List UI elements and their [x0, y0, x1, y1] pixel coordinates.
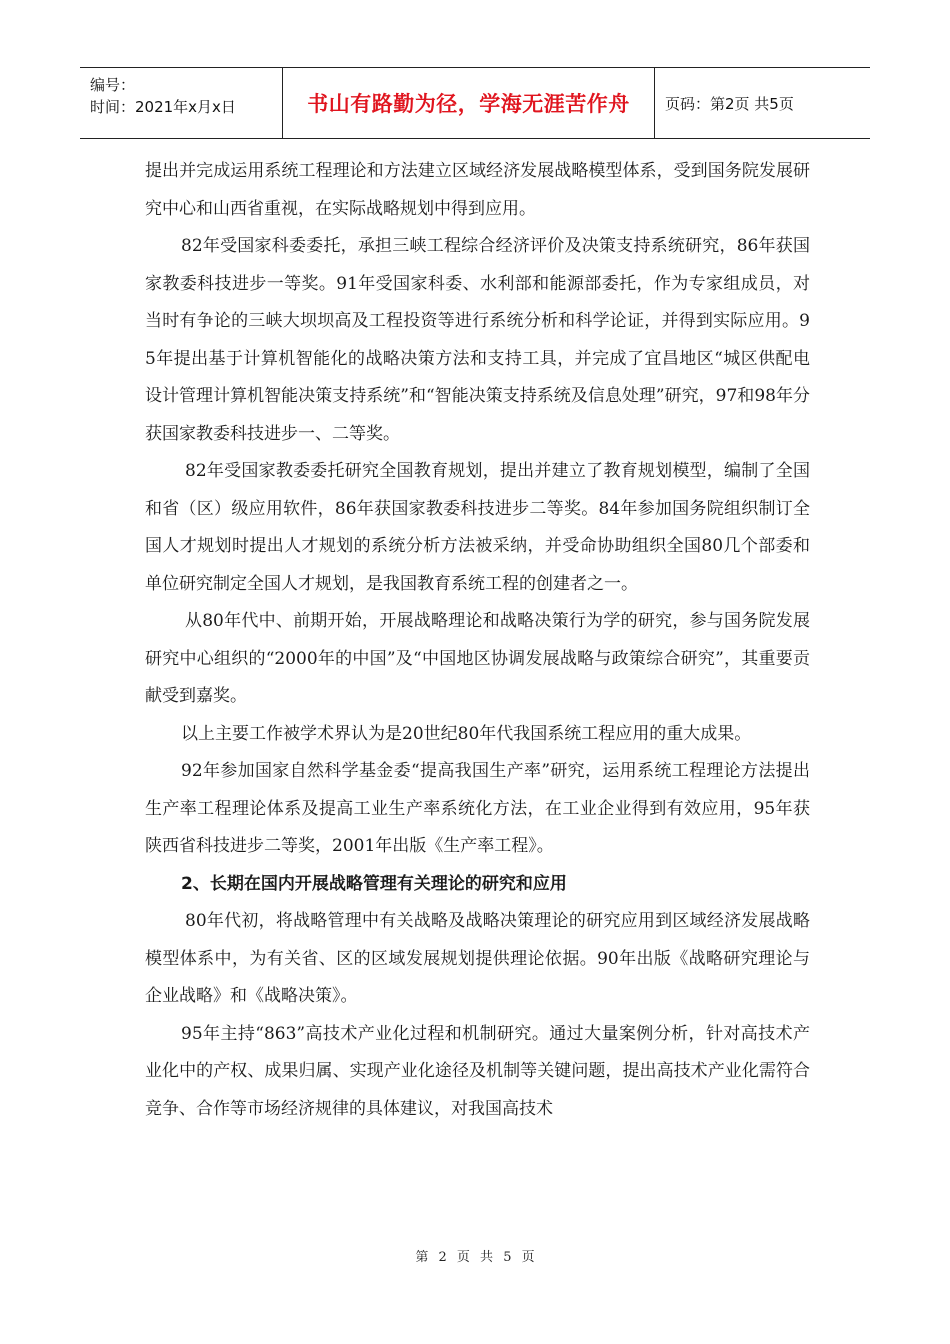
paragraph: 82年受国家教委委托研究全国教育规划，提出并建立了教育规划模型，编制了全国和省（区）级应用软件，86年获国家教委科技进步二等奖。84年参加国务院组织制订全国人才规划时提出人才规划的系统分析方法被采纳，并受命协助组织全国80几个部委和单位研究制定全国人才规划，是我国教育系统工程的创建者之一。: [145, 461, 810, 594]
paragraph: 从80年代中、前期开始，开展战略理论和战略决策行为学的研究，参与国务院发展研究中心组织的“2000年的中国”及“中国地区协调发展战略与政策综合研究”，其重要贡献受到嘉奖。: [145, 611, 810, 706]
header-motto-cell: [283, 68, 655, 138]
section-heading: 2、长期在国内开展战略管理有关理论的研究和应用: [181, 873, 567, 894]
header-motto: 书山有路勤为径，学海无涯苦作舟: [307, 92, 630, 116]
page-footer: 第 2 页 共 5 页: [415, 1250, 535, 1265]
header-page-code: 页码：第2页 共5页: [665, 94, 794, 113]
page-header: [80, 67, 870, 139]
time-label: 时间：2021年x月x日: [90, 98, 236, 116]
paragraph: 95年主持“863”高技术产业化过程和机制研究。通过大量案例分析，针对高技术产业化中的产权、成果归属、实现产业化途径及机制等关键问题，提出高技术产业化需符合竞争、合作等市场经济规律的具体建议，对我国高技术: [145, 1023, 810, 1119]
serial-number-label: 编号：: [90, 76, 136, 94]
paragraph: 82年受国家科委委托，承担三峡工程综合经济评价及决策支持系统研究，86年获国家教委科技进步一等奖。91年受国家科委、水利部和能源部委托，作为专家组成员，对当时有争论的三峡大坝坝高及工程投资等进行系统分析和科学论证，并得到实际应用。95年提出基于计算机智能化的战略决策方法和支持工具，并完成了宜昌地区“城区供配电设计管理计算机智能决策支持系统”和“智能决策支持系统及信息处理”研究，97和98年分获国家教委科技进步一、二等奖。: [145, 236, 810, 444]
paragraph: 提出并完成运用系统工程理论和方法建立区域经济发展战略模型体系，受到国务院发展研究中心和山西省重视，在实际战略规划中得到应用。: [145, 161, 810, 219]
document-body: [145, 153, 810, 1128]
paragraph: 以上主要工作被学术界认为是20世纪80年代我国系统工程应用的重大成果。: [181, 723, 752, 744]
paragraph: 92年参加国家自然科学基金委“提高我国生产率”研究，运用系统工程理论方法提出生产率工程理论体系及提高工业生产率系统化方法，在工业企业得到有效应用，95年获陕西省科技进步二等奖，2001年出版《生产率工程》。: [145, 761, 810, 856]
header-meta: [80, 68, 283, 138]
paragraph: 80年代初，将战略管理中有关战略及战略决策理论的研究应用到区域经济发展战略模型体系中，为有关省、区的区域发展规划提供理论依据。90年出版《战略研究理论与企业战略》和《战略决策》。: [145, 911, 810, 1006]
